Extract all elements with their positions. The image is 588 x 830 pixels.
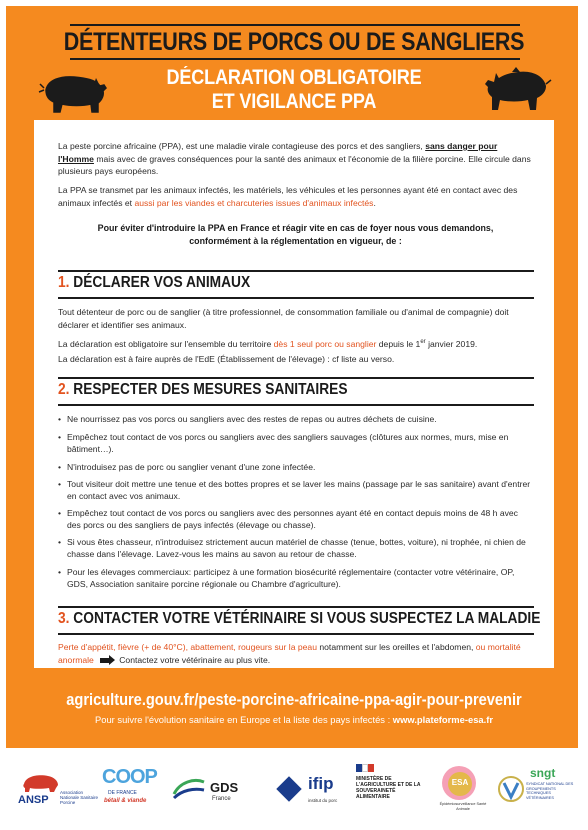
section1-paragraph-2: La déclaration est obligatoire sur l'ensemble du territoire dès 1 seul porc ou sanglier depuis le 1er janvier 2019. [58, 338, 478, 349]
plateforme-esa-link[interactable]: www.plateforme-esa.fr [392, 714, 493, 725]
ifip-logo: ifip institut du porc [278, 760, 348, 820]
gds-france-logo: GDS France [172, 760, 242, 820]
section1-paragraph-1: Tout détenteur de porc ou de sanglier (à titre professionnel, de consommation familiale ou d'animal de compagnie) doit déclarer et identifier ses animaux. [58, 307, 509, 330]
intro-call-line-2: conformément à la réglementation en vigueur, de : [189, 236, 402, 246]
section3-heading: 3. CONTACTER VOTRE VÉTÉRINAIRE SI VOUS SUSPECTEZ LA MALADIE [58, 610, 541, 627]
section2-heading: 2. RESPECTER DES MESURES SANITAIRES [58, 381, 348, 398]
section2-rule-top [58, 377, 534, 379]
sngtv-logo: sngt SYNDICAT NATIONAL DES GROUPEMENTS TECHNIQUES VÉTÉRINAIRES [496, 760, 576, 820]
subtitle-line-1: DÉCLARATION OBLIGATOIRE [166, 66, 422, 89]
list-item: • Pour les élevages commerciaux: participez à une formation biosécurité réglementaire (contacter votre vétérinaire, OP, GDS, Association sanitaire porcine régionale ou Chambre d'agriculture). [58, 566, 534, 590]
ansp-pig-icon [20, 772, 60, 794]
section3-rule-top [58, 606, 534, 608]
list-item: • N'introduisez pas de porc ou sanglier venant d'une zone infectée. [58, 461, 534, 473]
ifip-diamond-icon [276, 776, 301, 801]
pig-left-icon [38, 70, 110, 116]
list-item: • Si vous êtes chasseur, n'introduisez strictement aucun matériel de chasse (tenue, bottes, voiture), ni trophée, ni chien de chasse dans l'élevage. Lavez-vous les mains au savon au retour de chasse. [58, 536, 534, 560]
gds-swoosh-icon [172, 776, 206, 802]
section1-paragraph-3: La déclaration est à faire auprès de l'EdE (Établissement de l'élevage) : cf liste au verso. [58, 354, 395, 364]
intro-paragraph-1: La peste porcine africaine (PPA), est une maladie virale contagieuse des porcs et des sangliers, sans danger pour l'Homme mais avec de graves conséquences pour la santé des animaux et l'économie de la filière porcine. Elle circule dans plusieurs pays européens. [58, 141, 531, 177]
arrow-right-icon [100, 655, 115, 665]
page-title: DÉTENTEURS DE PORCS OU DE SANGLIERS [63, 28, 525, 56]
subtitle-line-2: ET VIGILANCE PPA [211, 90, 377, 113]
title-rule-top [70, 24, 520, 26]
logo-strip [0, 760, 588, 820]
sngtv-v-icon [498, 774, 524, 804]
intro-call-line-1: Pour éviter d'introduire la PPA en France et réagir vite en cas de foyer nous vous demandons, [97, 223, 494, 233]
list-item: • Ne nourrissez pas vos porcs ou sangliers avec des restes de repas ou autres déchets de cuisine. [58, 413, 534, 425]
section3-rule-bottom [58, 633, 534, 635]
footer-url[interactable]: agriculture.gouv.fr/peste-porcine-africaine-ppa-agir-pour-prevenir [66, 690, 522, 709]
section1-heading: 1. DÉCLARER VOS ANIMAUX [58, 274, 251, 291]
ministere-logo: MINISTÈRE DE L'AGRICULTURE ET DE LA SOUVERAINETÉ ALIMENTAIRE [352, 760, 432, 820]
esa-logo: ESA Épidémiosurveillance Santé Animale [438, 760, 488, 820]
ansp-logo: ANSP Association Nationale Sanitaire Porcine [14, 760, 104, 820]
footer-subtext: Pour suivre l'évolution sanitaire en Europe et la liste des pays infectés : www.plateforme-esa.fr [95, 714, 493, 725]
list-item: • Tout visiteur doit mettre une tenue et des bottes propres et se laver les mains (passage par le sas sanitaire) avant d'entrer en contact avec vos animaux. [58, 478, 534, 502]
section1-rule-top [58, 270, 534, 272]
section2-rule-bottom [58, 404, 534, 406]
list-item: • Empêchez tout contact de vos porcs ou sangliers avec des sangliers sauvages (clôtures aux normes, murs, mise en bâtiment…). [58, 431, 534, 455]
coop-de-france-logo: COOP DE FRANCE bétail & viande [102, 766, 157, 804]
boar-right-icon [482, 64, 552, 116]
section3-paragraph: Perte d'appétit, fièvre (+ de 40°C), abattement, rougeurs sur la peau notamment sur les oreilles et l'abdomen, ou mortalité anormale Contactez votre vétérinaire au plus vite. [58, 642, 521, 665]
section1-rule-bottom [58, 297, 534, 299]
intro-paragraph-2: La PPA se transmet par les animaux infectés, les matériels, les véhicules et les personnes ayant été en contact avec des animaux infectés et aussi par les viandes et charcuteries issues d'animaux infectés. [58, 185, 518, 208]
title-rule-bottom [70, 58, 520, 60]
list-item: • Empêchez tout contact de vos porcs ou sangliers avec des personnes ayant été en contact depuis moins de 48 h avec des porcs ou des sangliers de pays infectés (élevage ou chasse). [58, 507, 534, 531]
